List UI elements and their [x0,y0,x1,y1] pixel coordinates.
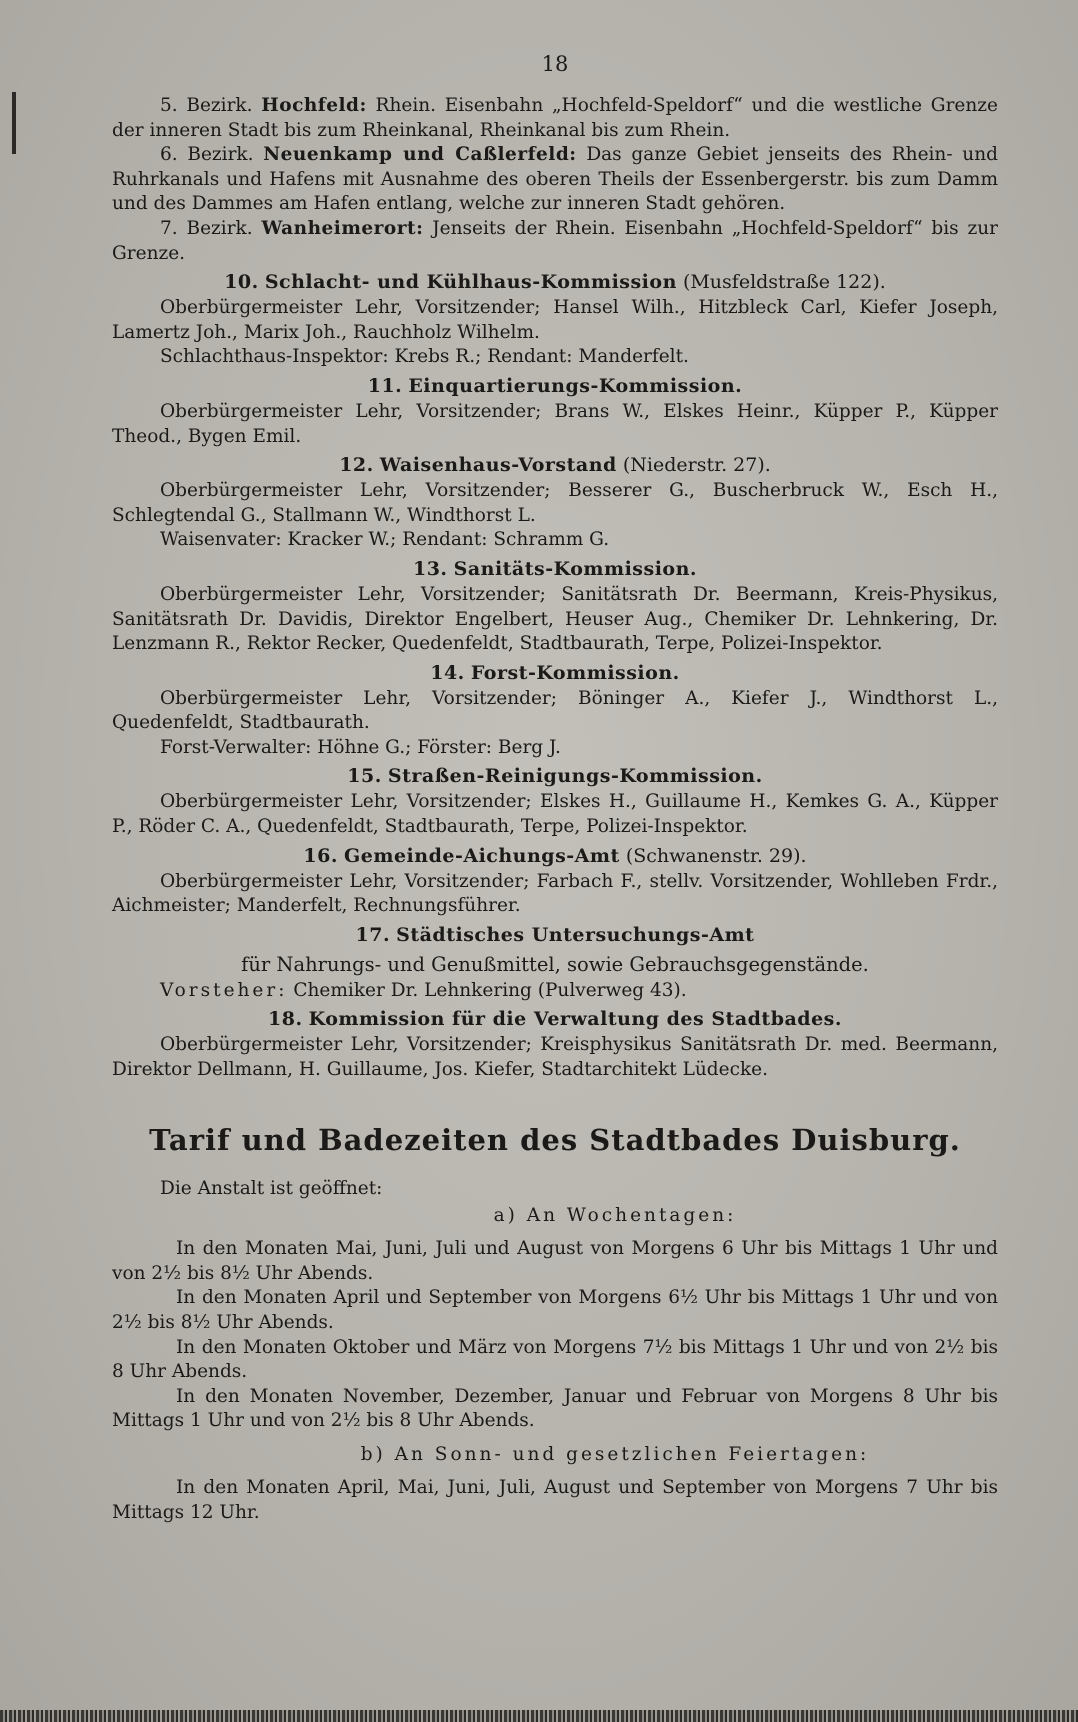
section-15-title: Straßen-Reinigungs-Kommission. [387,765,763,788]
scan-edge-strip [0,1710,1078,1722]
section-15-members: Oberbürgermeister Lehr, Vorsitzender; Elskes H., Guillaume H., Kemkes G. A., Küpper P., Röder C. A., Quedenfeldt, Stadtbaurath, Terpe, Polizei-Inspektor. [112,791,998,838]
section-16-heading [112,842,998,870]
section-15-number: 15. [347,765,382,788]
section-18-number: 18. [268,1008,303,1031]
section-12-heading [112,451,998,479]
section-11-members: Oberbürgermeister Lehr, Vorsitzender; Brans W., Elskes Heinr., Küpper P., Küpper Theod., Bygen Emil. [112,400,998,447]
section-14-members: Oberbürgermeister Lehr, Vorsitzender; Böninger A., Kiefer J., Windthorst L., Quedenfeldt, Stadtbaurath. [112,687,998,734]
tarif-weekday-4: In den Monaten November, Dezember, Januar und Februar von Morgens 8 Uhr bis Mittags 1 Uhr und von 2½ bis 8 Uhr Abends. [112,1385,998,1432]
bezirk-5 [112,94,998,143]
section-12-number: 12. [339,454,374,477]
tarif-weekday-3: In den Monaten Oktober und März von Morgens 7½ bis Mittags 1 Uhr und von 2½ bis 8 Uhr Abends. [112,1336,998,1383]
bezirk-5-name: Hochfeld: [261,95,367,116]
section-17-number: 17. [355,923,391,946]
section-11-title: Einquartierungs-Kommission. [408,374,743,397]
bezirk-6-name: Neuenkamp und Caßlerfeld: [263,144,577,166]
section-15-heading [112,762,998,790]
page-content [112,52,998,1525]
tarif-holiday-1: In den Monaten April, Mai, Juni, Juli, August und September von Morgens 7 Uhr bis Mittags 12 Uhr. [112,1476,998,1523]
section-12-staff: Waisenvater: Kracker W.; Rendant: Schramm G. [160,529,610,551]
section-16-title: Gemeinde-Aichungs-Amt [344,844,620,867]
section-10-title: Schlacht- und Kühlhaus-Kommission [264,271,677,294]
section-18-heading [112,1005,998,1033]
section-14-number: 14. [430,661,465,684]
section-18-members: Oberbürgermeister Lehr, Vorsitzender; Kreisphysikus Sanitätsrath Dr. med. Beermann, Direktor Dellmann, H. Guillaume, Jos. Kiefer, Stadtarchitekt Lüdecke. [112,1034,998,1081]
section-10-number: 10. [224,271,259,294]
bezirk-5-text: Rhein. Eisenbahn „Hochfeld-Speldorf“ und die westliche Grenze der inneren Stadt bis zum Rheinkanal, Rheinkanal bis zum Rhein. [112,95,998,141]
section-18-title: Kommission für die Verwaltung des Stadtbades. [308,1008,842,1031]
bezirk-6-prefix: 6. Bezirk. [160,144,254,166]
section-12-members: Oberbürgermeister Lehr, Vorsitzender; Besserer G., Buscherbruck W., Esch H., Schlegtendal G., Stallmann W., Windthorst L. [112,480,998,526]
section-16-number: 16. [303,844,338,867]
section-10-heading [112,268,998,296]
section-13-heading [112,555,998,583]
bezirk-5-prefix: 5. Bezirk. [160,95,253,116]
section-11-number: 11. [367,374,403,397]
edge-mark [12,92,16,154]
tarif-weekday-heading: a) An Wochentagen: [493,1205,737,1227]
section-11-heading [112,372,998,400]
section-10-staff: Schlachthaus-Inspektor: Krebs R.; Rendant: Manderfelt. [160,346,689,368]
section-13-title: Sanitäts-Kommission. [453,557,698,580]
tarif-intro: Die Anstalt ist geöffnet: [160,1177,383,1199]
tarif-holiday-heading: b) An Sonn- und gesetzlichen Feiertagen: [360,1443,870,1465]
section-14-title: Forst-Kommission. [470,661,680,684]
tarif-weekday-2: In den Monaten April und September von Morgens 6½ Uhr bis Mittags 1 Uhr und von 2½ bis 8½ Uhr Abends. [112,1287,998,1333]
bezirk-7-prefix: 7. Bezirk. [160,217,253,239]
page-number: 18 [541,52,569,76]
section-10-members: Oberbürgermeister Lehr, Vorsitzender; Hansel Wilh., Hitzbleck Carl, Kiefer Joseph, Lamertz Joh., Marix Joh., Rauchholz Wilhelm. [112,297,998,343]
bezirk-7 [112,217,998,266]
section-14-staff: Forst-Verwalter: Höhne G.; Förster: Berg J. [160,736,561,758]
section-12-title: Waisenhaus-Vorstand [379,454,617,477]
bezirk-7-text: Jenseits der Rhein. Eisenbahn „Hochfeld-Speldorf“ bis zur Grenze. [112,217,998,264]
tarif-title: Tarif und Badezeiten des Stadtbades Duisburg. [149,1122,961,1157]
section-17-vorsteher-label: Vorsteher: [160,979,288,1001]
section-16-address: (Schwanenstr. 29). [625,844,807,867]
bezirk-7-name: Wanheimerort: [261,217,424,239]
section-17-vorsteher-text: Chemiker Dr. Lehnkering (Pulverweg 43). [293,979,687,1001]
section-10-address: (Musfeldstraße 122). [682,271,886,294]
bezirk-6-text: Das ganze Gebiet jenseits des Rhein- und Ruhrkanals und Hafens mit Ausnahme des oberen Theils der Essenbergerstr. bis zum Damm und des Dammes am Hafen entlang, welche zur inneren Stadt gehören. [112,144,998,215]
section-13-members: Oberbürgermeister Lehr, Vorsitzender; Sanitätsrath Dr. Beermann, Kreis-Physikus, Sanitätsrath Dr. Davidis, Direktor Engelbert, Heuser Aug., Chemiker Dr. Lehnkering, Dr. Lenzmann R., Rektor Recker, Quedenfeldt, Stadtbaurath, Terpe, Polizei-Inspektor. [112,583,998,655]
section-17-subtitle: für Nahrungs- und Genußmittel, sowie Gebrauchsgegenstände. [241,952,869,976]
section-16-members: Oberbürgermeister Lehr, Vorsitzender; Farbach F., stellv. Vorsitzender, Wohlleben Frdr., Aichmeister; Manderfelt, Rechnungsführer. [112,870,998,917]
section-17-title: Städtisches Untersuchungs-Amt [396,923,755,946]
tarif-weekday-1: In den Monaten Mai, Juni, Juli und August von Morgens 6 Uhr bis Mittags 1 Uhr und von 2½ bis 8½ Uhr Abends. [112,1238,998,1284]
section-12-address: (Niederstr. 27). [622,454,771,477]
section-17-heading [112,921,998,949]
section-17-vorsteher [112,979,998,1004]
section-14-heading [112,659,998,687]
bezirk-6 [112,143,998,217]
section-13-number: 13. [412,557,448,580]
